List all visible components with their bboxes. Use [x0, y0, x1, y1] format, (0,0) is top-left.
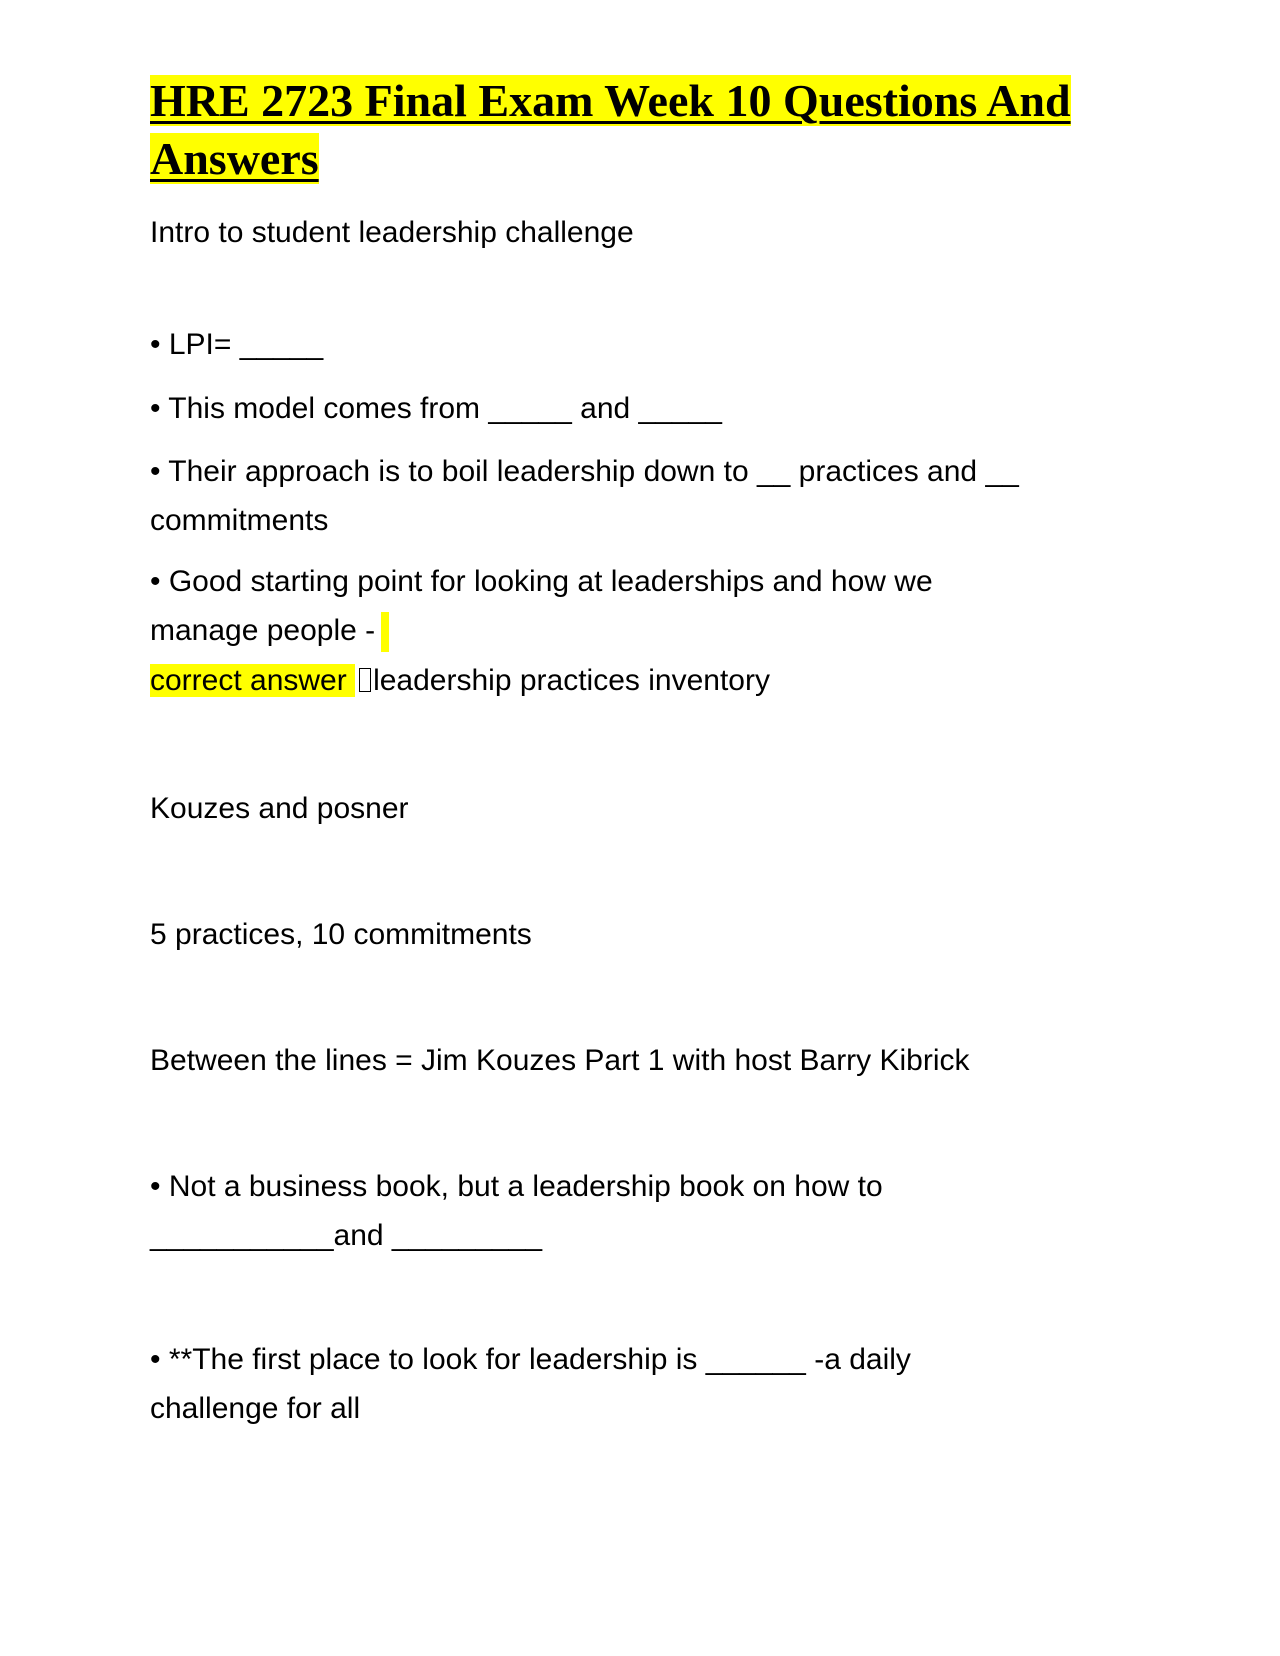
document-title-text: HRE 2723 Final Exam Week 10 Questions And Answers	[150, 75, 1071, 184]
video-heading: Between the lines = Jim Kouzes Part 1 with host Barry Kibrick	[150, 1044, 970, 1077]
highlight-marker	[381, 612, 389, 652]
correct-answer-label: correct answer	[150, 664, 347, 697]
bullet-model-source: • This model comes from _____ and _____	[150, 392, 722, 425]
document-title	[150, 72, 1110, 188]
answer-practices: 5 practices, 10 commitments	[150, 918, 532, 951]
bullet-lpi: • LPI= _____	[150, 328, 324, 361]
bullet-starting-point-text: • Good starting point for looking at leaderships and how we manage people -	[150, 565, 933, 647]
title-block	[150, 72, 1110, 188]
answer-kouzes-posner: Kouzes and posner	[150, 792, 409, 825]
bullet-approach: • Their approach is to boil leadership down to __ practices and __ commitments	[150, 455, 1019, 537]
bullet-starting-point	[150, 557, 1010, 655]
answer-line-lpi	[150, 656, 770, 705]
bullet-leadership-book: • Not a business book, but a leadership book on how to ___________and _________	[150, 1170, 883, 1252]
bullet-first-place: • **The first place to look for leadership is ______ -a daily challenge for all	[150, 1343, 911, 1425]
answer-label-pad	[347, 664, 355, 697]
missing-glyph-icon	[359, 668, 371, 692]
section-heading: Intro to student leadership challenge	[150, 216, 634, 249]
correct-answer-text: leadership practices inventory	[373, 664, 770, 697]
